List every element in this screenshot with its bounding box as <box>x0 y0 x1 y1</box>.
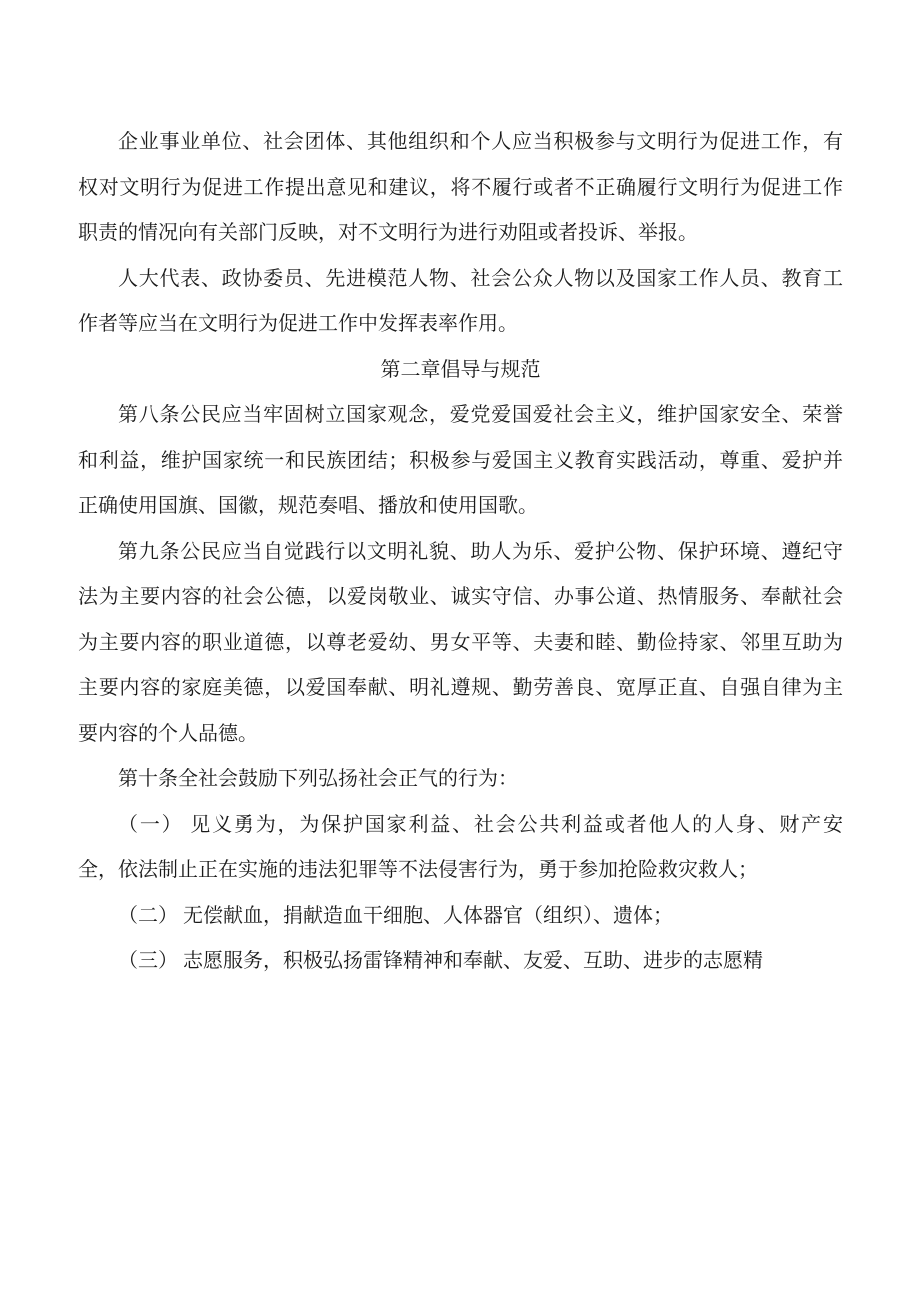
text-line: 主要内容的家庭美德，以爱国奉献、明礼遵规、勤劳善良、宽厚正直、自强自律为主 <box>78 677 843 699</box>
text-line: 职责的情况向有关部门反映，对不文明行为进行劝阻或者投诉、举报。 <box>78 222 698 244</box>
list-item-1 <box>78 803 843 894</box>
paragraph-article-9 <box>78 530 843 758</box>
text-line: 要内容的个人品德。 <box>78 722 258 745</box>
text-line: 权对文明行为促进工作提出意见和建议，将不履行或者不正确履行文明行为促进工作 <box>78 176 843 199</box>
text-line: 第八条公民应当牢固树立国家观念，爱党爱国爱社会主义，维护国家安全、荣誉 <box>118 404 843 426</box>
text-line: 作者等应当在文明行为促进工作中发挥表率作用。 <box>78 313 518 335</box>
text-line: （一） 见义勇为，为保护国家利益、社会公共利益或者他人的人身、财产安 <box>118 813 843 836</box>
text-line: （三） 志愿服务，积极弘扬雷锋精神和奉献、友爱、互助、进步的志愿精 <box>118 950 763 972</box>
text-line: 第十条全社会鼓励下列弘扬社会正气的行为： <box>118 768 518 790</box>
paragraph-article-8 <box>78 393 843 530</box>
list-item-3 <box>78 939 843 985</box>
text-line: 企业事业单位、社会团体、其他组织和个人应当积极参与文明行为促进工作，有 <box>118 131 843 153</box>
text-line: 正确使用国旗、国徽，规范奏唱、播放和使用国歌。 <box>78 495 538 517</box>
paragraph-article-10-intro <box>78 757 843 803</box>
chapter-heading-text: 第二章倡导与规范 <box>380 358 541 381</box>
text-line: 法为主要内容的社会公德，以爱岗敬业、诚实守信、办事公道、热情服务、奉献社会 <box>78 586 843 608</box>
text-line: 全，依法制止正在实施的违法犯罪等不法侵害行为，勇于参加抢险救灾救人； <box>78 859 758 881</box>
paragraph-role-models <box>78 257 843 348</box>
text-line: （二） 无偿献血，捐献造血干细胞、人体器官（组织）、遗体； <box>118 904 673 927</box>
text-line: 人大代表、政协委员、先进模范人物、社会公众人物以及国家工作人员、教育工 <box>118 267 843 290</box>
text-line: 为主要内容的职业道德，以尊老爱幼、男女平等、夫妻和睦、勤俭持家、邻里互助为 <box>78 631 843 654</box>
text-line: 第九条公民应当自觉践行以文明礼貌、助人为乐、爱护公物、保护环境、遵纪守 <box>118 540 843 563</box>
text-line: 和利益，维护国家统一和民族团结；积极参与爱国主义教育实践活动，尊重、爱护并 <box>78 449 843 472</box>
chapter-2-heading <box>78 348 843 394</box>
list-item-2 <box>78 894 843 940</box>
paragraph-participation <box>78 120 843 257</box>
